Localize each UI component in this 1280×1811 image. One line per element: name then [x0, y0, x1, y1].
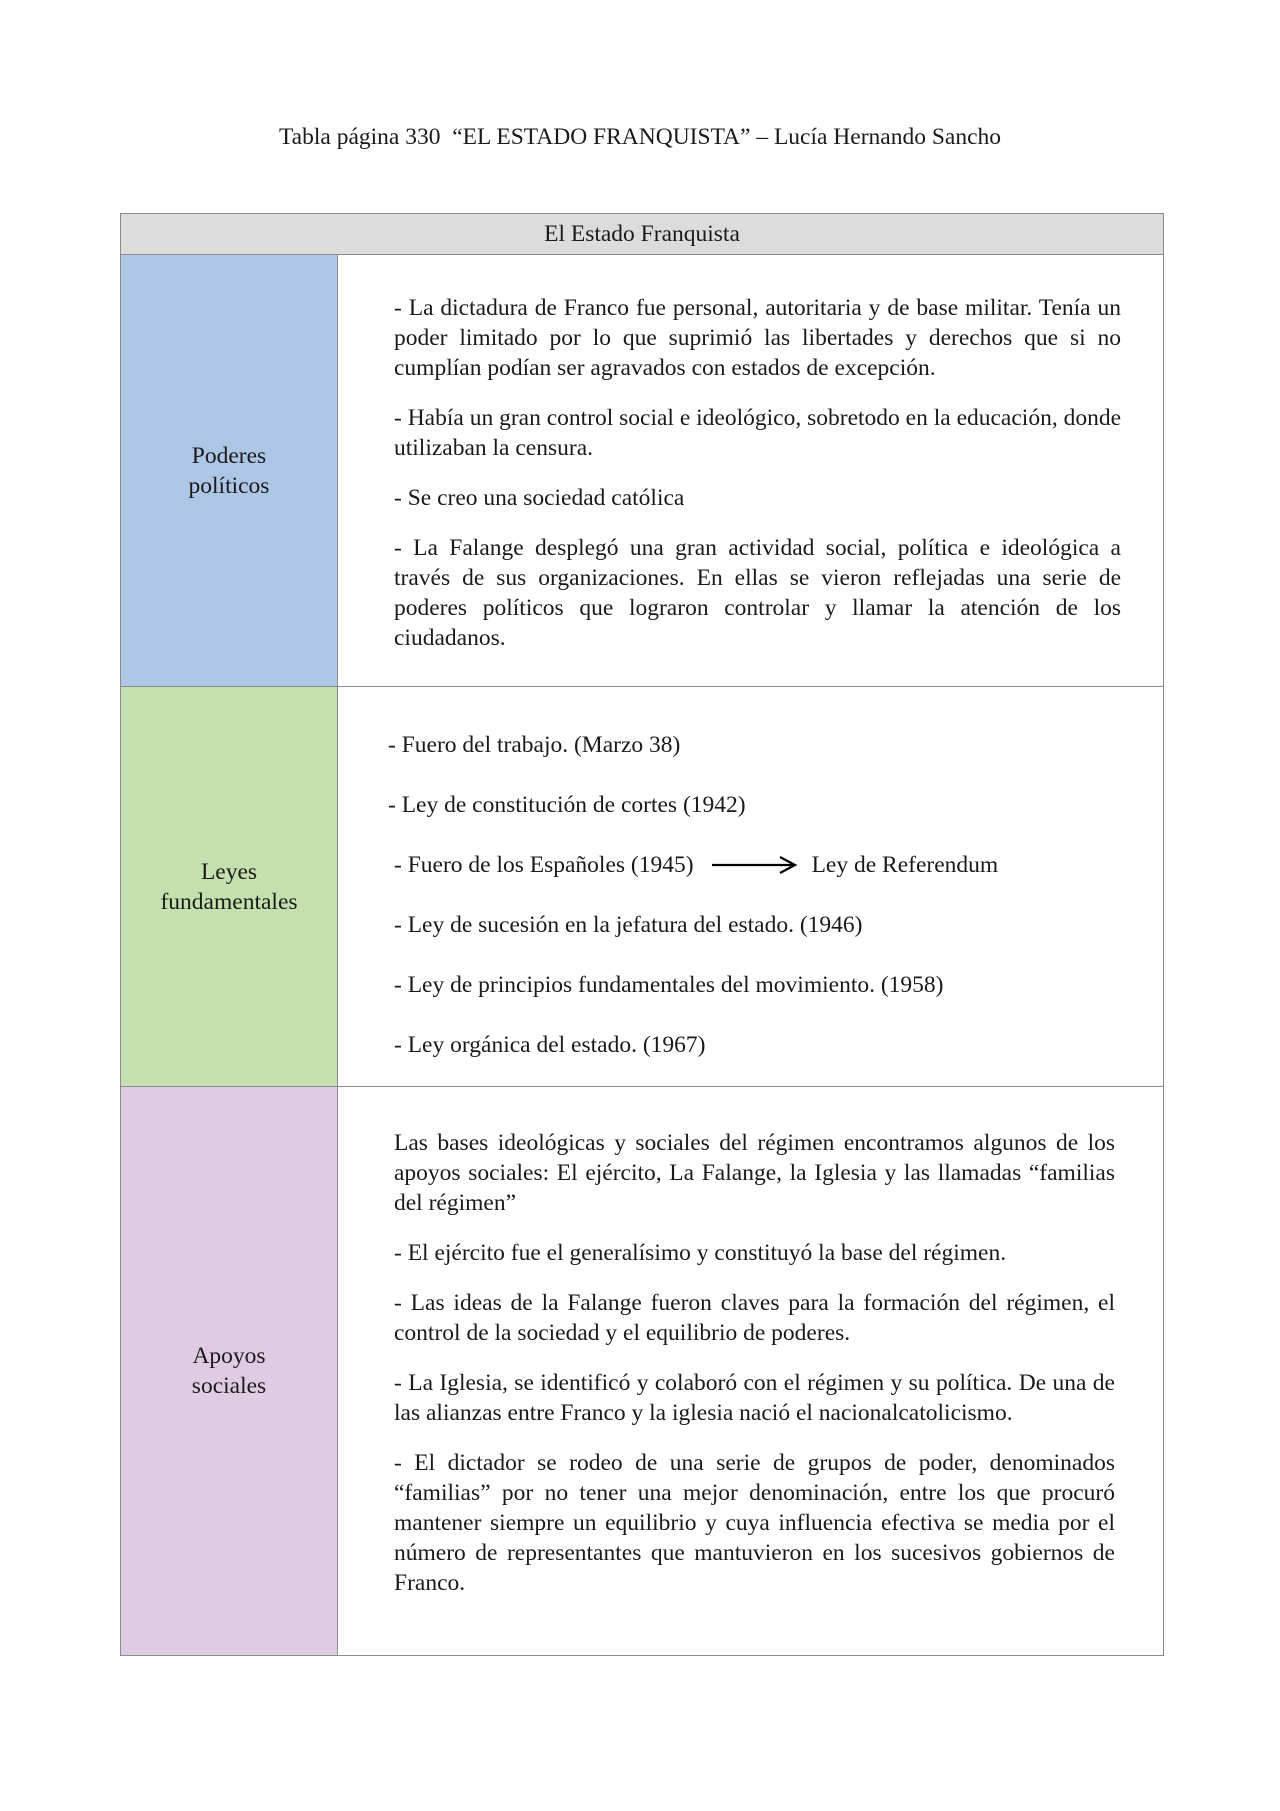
law-item: - Ley de principios fundamentales del movimiento. (1958) [394, 972, 944, 998]
document-title: Tabla página 330 “EL ESTADO FRANQUISTA” – Lucía Hernando Sancho [278, 124, 1002, 150]
row-label-poderes-politicos [121, 255, 338, 686]
table-header: El Estado Franquista [121, 214, 1163, 255]
law-item: - Fuero de los Españoles (1945) [394, 852, 694, 878]
arrow-target-law: Ley de Referendum [811, 852, 999, 878]
law-item: - Ley de constitución de cortes (1942) [388, 792, 746, 818]
row-content-leyes-fundamentales [338, 687, 1163, 1086]
label-line: políticos [188, 472, 270, 499]
law-item-with-arrow [388, 850, 1143, 880]
law-item: - Fuero del trabajo. (Marzo 38) [388, 732, 681, 758]
label-line: Leyes [200, 858, 258, 885]
right-arrow-icon [712, 855, 798, 875]
label-line: sociales [191, 1373, 267, 1399]
row-poderes-politicos [121, 255, 1163, 687]
law-item: - Ley orgánica del estado. (1967) [394, 1032, 706, 1058]
row-content-apoyos-sociales [338, 1087, 1163, 1655]
paragraph: - La Falange desplegó una gran actividad social, política e ideológica a través de sus organizaciones. En ellas se vieron reflejadas una serie de poderes políticos que lograron controlar y llamar la atención de los ciudadanos. [394, 535, 1121, 651]
label-line: Apoyos [192, 1343, 266, 1369]
paragraph: - El ejército fue el generalísimo y constituyó la base del régimen. [394, 1240, 1007, 1266]
label-line: fundamentales [160, 888, 298, 915]
paragraph: Las bases ideológicas y sociales del régimen encontramos algunos de los apoyos sociales: El ejército, La Falange, la Iglesia y las llamadas “familias del régimen” [394, 1130, 1115, 1216]
paragraph: - La Iglesia, se identificó y colaboró con el régimen y su política. De una de las alianzas entre Franco y la iglesia nació el nacionalcatolicismo. [394, 1370, 1115, 1426]
estado-franquista-table [120, 213, 1164, 1656]
law-item: - Ley de sucesión en la jefatura del estado. (1946) [394, 912, 863, 938]
row-label-leyes-fundamentales [121, 687, 338, 1086]
row-leyes-fundamentales [121, 687, 1163, 1087]
row-content-poderes-politicos [338, 255, 1163, 686]
paragraph: - Había un gran control social e ideológico, sobretodo en la educación, donde utilizaban la censura. [394, 405, 1121, 461]
paragraph: - La dictadura de Franco fue personal, autoritaria y de base militar. Tenía un poder limitado por lo que suprimió las libertades y derechos que si no cumplían podían ser agravados con estados de excepción. [394, 295, 1121, 381]
row-label-apoyos-sociales [121, 1087, 338, 1655]
paragraph: - Se creo una sociedad católica [394, 485, 685, 511]
paragraph: - El dictador se rodeo de una serie de grupos de poder, denominados “familias” por no tener una mejor denominación, entre los que procuró mantener siempre un equilibrio y cuya influencia efectiva se media por el número de representantes que mantuvieron en los sucesivos gobiernos de Franco. [394, 1450, 1115, 1596]
row-apoyos-sociales [121, 1087, 1163, 1655]
paragraph: - Las ideas de la Falange fueron claves para la formación del régimen, el control de la sociedad y el equilibrio de poderes. [394, 1290, 1115, 1346]
label-line: Poderes [191, 442, 267, 469]
